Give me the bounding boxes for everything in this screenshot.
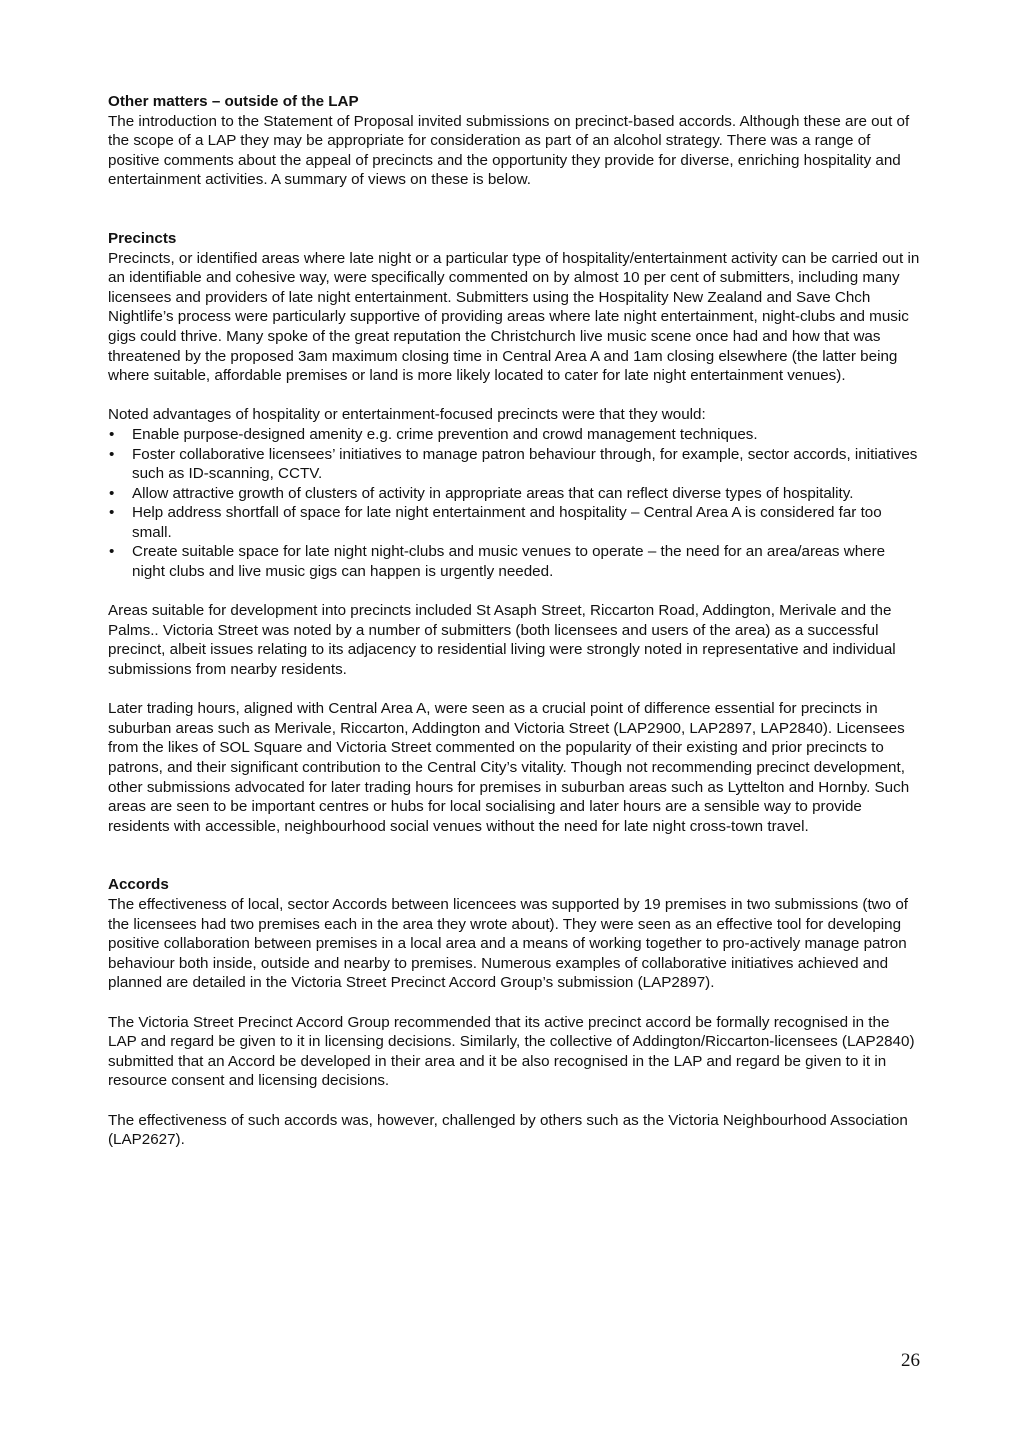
spacer — [108, 993, 920, 1013]
spacer — [108, 386, 920, 406]
list-item — [108, 503, 920, 542]
spacer — [108, 1091, 920, 1111]
section-heading-precincts: Precincts — [108, 229, 177, 247]
section-heading-other-matters: Other matters – outside of the LAP — [108, 93, 359, 110]
spacer — [108, 836, 920, 875]
list-item — [108, 542, 920, 581]
list-item — [108, 425, 920, 445]
paragraph-accords-3: The effectiveness of such accords was, however, challenged by others such as the Victoria Neighbourhood Association (LAP2627). — [108, 1111, 908, 1149]
bullet-icon: • — [109, 504, 115, 522]
bullet-icon: • — [109, 543, 115, 561]
paragraph-trading-hours: Later trading hours, aligned with Central Area A, were seen as a crucial point of difference essential for precincts in suburban areas such as Merivale, Riccarton, Addington and Victoria Street (LAP2900, LAP2897, LAP2840). Licensees from the likes of SOL Square and Victoria Street commented on the popularity of their existing and prior precincts to patrons, and their significant contribution to the Central City’s vitality. Though not recommending precinct development, other submissions advocated for later trading hours for premises in suburban areas such as Lyttelton and Hornby. Such areas are seen to be important centres or hubs for local socialising and later hours are a sensible way to provide residents with accessible, neighbourhood social venues without the need for late night cross-town travel. — [108, 700, 910, 835]
document-page — [108, 92, 920, 1150]
paragraph-precinct-areas: Areas suitable for development into precincts included St Asaph Street, Riccarton Road, Addington, Merivale and the Palms.. Victoria Street was noted by a number of submitters (both licensees and users of the area) as a successful precinct, albeit issues relating to its adjacency to residential living were strongly noted in representative and individual submissions from nearby residents. — [108, 602, 896, 679]
spacer — [108, 680, 920, 700]
paragraph-other-matters: The introduction to the Statement of Proposal invited submissions on precinct-based accords. Although these are out of the scope of a LAP they may be appropriate for consideration as part of an alcohol strategy. There was a range of positive comments about the appeal of precincts and the opportunity they provide for diverse, enriching hospitality and entertainment activities. A summary of views on these is below. — [108, 112, 910, 189]
list-item — [108, 484, 920, 504]
section-heading-accords: Accords — [108, 876, 169, 894]
paragraph-advantages-lead: Noted advantages of hospitality or entertainment-focused precincts were that they would: — [108, 406, 706, 424]
list-item-text: Foster collaborative licensees’ initiatives to manage patron behaviour through, for example, sector accords, initiatives such as ID-scanning, CCTV. — [132, 445, 918, 483]
bullet-icon: • — [109, 445, 115, 463]
advantages-list — [108, 425, 920, 582]
paragraph-precincts-intro: Precincts, or identified areas where late night or a particular type of hospitality/entertainment activity can be carried out in an identifiable and cohesive way, were specifically commented on by almost 10 per cent of submitters, including many licensees and providers of late night entertainment. Submitters using the Hospitality New Zealand and Save Chch Nightlife’s process were particularly supportive of providing areas where late night entertainment, night-clubs and music gigs could thrive. Many spoke of the great reputation the Christchurch live music scene once had and how that was threatened by the proposed 3am maximum closing time in Central Area A and 1am closing elsewhere (the latter being where suitable, affordable premises or land is more likely located to cater for late night entertainment venues). — [108, 249, 920, 385]
list-item-text: Create suitable space for late night night-clubs and music venues to operate – the need for an area/areas where night clubs and live music gigs can happen is urgently needed. — [132, 543, 886, 581]
paragraph-accords-1: The effectiveness of local, sector Accords between licencees was supported by 19 premises in two submissions (two of the licensees had two premises each in the area they wrote about). They were seen as an effective tool for developing positive collaboration between premises in a local area and a means of working together to pro-actively manage patron behaviour both inside, outside and nearby to premises. Numerous examples of collaborative initiatives achieved and planned are detailed in the Victoria Street Precinct Accord Group’s submission (LAP2897). — [108, 895, 908, 992]
list-item — [108, 445, 920, 484]
paragraph-accords-2: The Victoria Street Precinct Accord Group recommended that its active precinct accord be formally recognised in the LAP and regard be given to it in licensing decisions. Similarly, the collective of Addington/Riccarton-licensees (LAP2840) submitted that an Accord be developed in their area and it be also recognised in the LAP and regard be given to it in resource consent and licensing decisions. — [108, 1013, 915, 1090]
list-item-text: Help address shortfall of space for late night entertainment and hospitality – Central Area A is considered far too small. — [132, 504, 882, 541]
bullet-icon: • — [109, 484, 115, 502]
page-number: 26 — [901, 1350, 920, 1371]
bullet-icon: • — [109, 425, 115, 443]
spacer — [108, 190, 920, 229]
list-item-text: Enable purpose-designed amenity e.g. crime prevention and crowd management techniques. — [132, 425, 758, 443]
spacer — [108, 582, 920, 602]
list-item-text: Allow attractive growth of clusters of activity in appropriate areas that can reflect diverse types of hospitality. — [132, 484, 854, 502]
